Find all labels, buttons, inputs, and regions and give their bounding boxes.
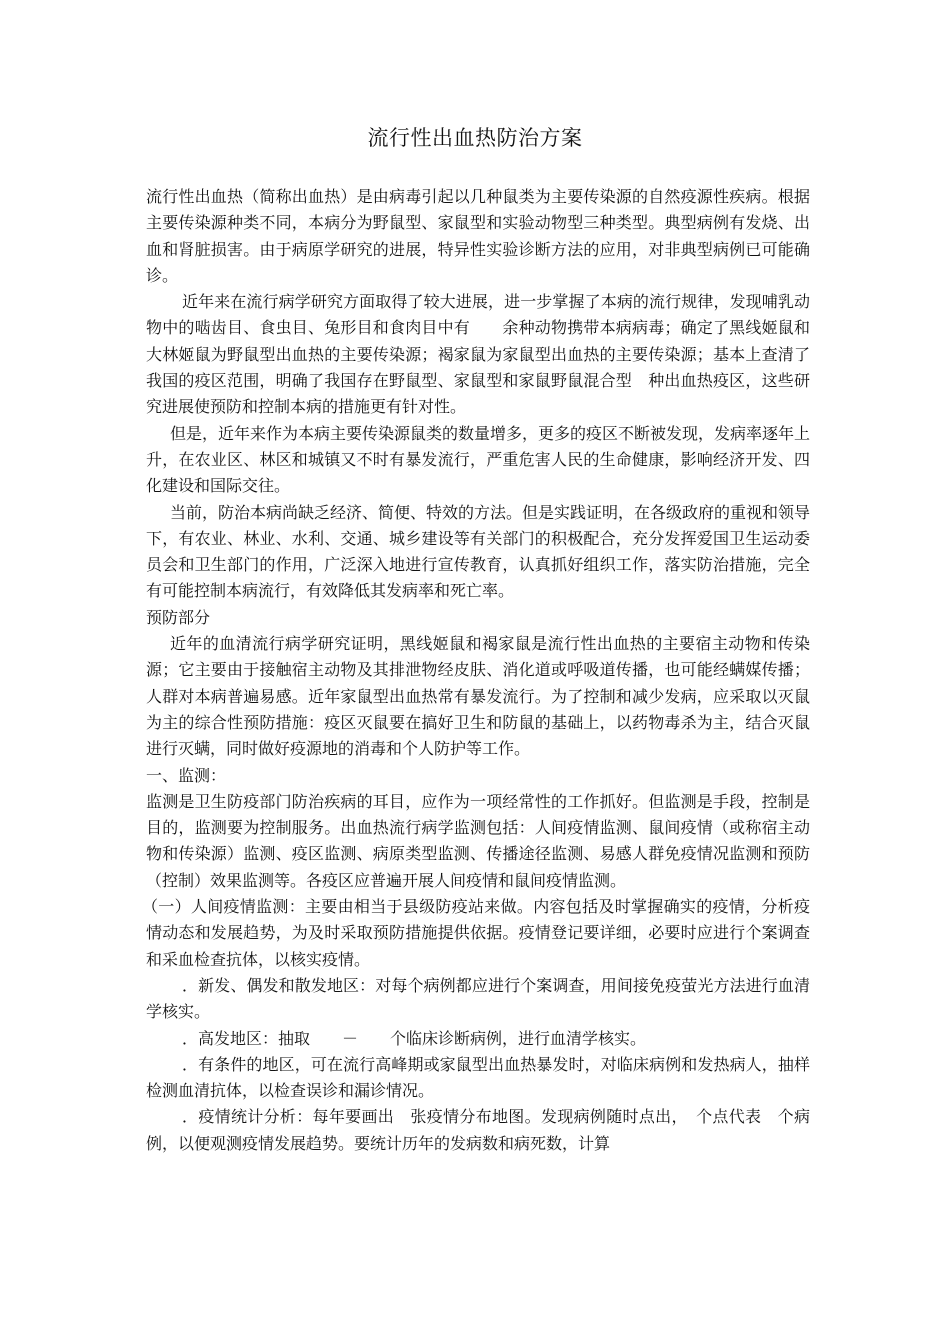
paragraph-rising-incidence: 但是，近年来作为本病主要传染源鼠类的数量增多，更多的疫区不断被发现，发病率逐年上升，在农业区、林区和城镇又不时有暴发流行，严重危害人民的生命健康，影响经济开发、四化建设和国际交往。 bbox=[146, 423, 811, 496]
list-item-statistics: ．疫情统计分析：每年要画出 张疫情分布地图。发现病例随时点出， 个点代表 个病例，以便观测疫情发展趋势。要统计历年的发病数和病死数，计算 bbox=[146, 1107, 810, 1153]
section-heading-monitoring: 一、监测： bbox=[146, 765, 227, 785]
paragraph-current-control: 当前，防治本病尚缺乏经济、简便、特效的方法。但是实践证明，在各级政府的重视和领导下，有农业、林业、水利、交通、城乡建设等有关部门的积极配合，充分发挥爱国卫生运动委员会和卫生部门的作用，广泛深入地进行宣传教育，认真抓好组织工作，落实防治措施，完全有可能控制本病流行，有效降低其发病率和死亡率。 bbox=[146, 502, 811, 601]
document-title: 流行性出血热防治方案 bbox=[367, 126, 583, 150]
section-heading-prevention: 预防部分 bbox=[146, 607, 211, 627]
paragraph-human-epidemic-monitoring: （一）人间疫情监测：主要由相当于县级防疫站来做。内容包括及时掌握确实的疫情，分析疫情动态和发展趋势，为及时采取预防措施提供依据。疫情登记要详细，必要时应进行个案调查和采血检查抗体，以核实疫情。 bbox=[142, 897, 810, 969]
list-item-high-incidence: ．高发地区：抽取 － 个临床诊断病例，进行血清学核实。 bbox=[182, 1028, 647, 1048]
paragraph-prevention: 近年的血清流行病学研究证明，黑线姬鼠和褐家鼠是流行性出血热的主要宿主动物和传染源；它主要由于接触宿主动物及其排泄物经皮肤、消化道或呼吸道传播，也可能经螨媒传播；人群对本病普遍易感。近年家鼠型出血热常有暴发流行。为了控制和减少发病，应采取以灭鼠为主的综合性预防措施：疫区灭鼠要在搞好卫生和防鼠的基础上，以药物毒杀为主，结合灭鼠进行灭螨，同时做好疫源地的消毒和个人防护等工作。 bbox=[146, 634, 810, 759]
paragraph-research-progress: 近年来在流行病学研究方面取得了较大进展，进一步掌握了本病的流行规律，发现哺乳动物中的啮齿目、食虫目、兔形目和食肉目中有 余种动物携带本病病毒；确定了黑线姬鼠和大林姬鼠为野鼠型出血热的主要传染源；褐家鼠为家鼠型出血热的主要传染源；基本上查清了我国的疫区范围，明确了我国存在野鼠型、家鼠型和家鼠野鼠混合型 种出血热疫区，这些研究进展使预防和控制本病的措施更有针对性。 bbox=[146, 292, 810, 417]
list-item-conditional-areas: ．有条件的地区，可在流行高峰期或家鼠型出血热暴发时，对临床病例和发热病人，抽样检测血清抗体，以检查误诊和漏诊情况。 bbox=[146, 1054, 810, 1101]
paragraph-monitoring: 监测是卫生防疫部门防治疾病的耳目，应作为一项经常性的工作抓好。但监测是手段，控制是目的，监测要为控制服务。出血热流行病学监测包括：人间疫情监测、鼠间疫情（或称宿主动物和传染源）监测、疫区监测、病原类型监测、传播途径监测、易感人群免疫情况监测和预防（控制）效果监测等。各疫区应普遍开展人间疫情和鼠间疫情监测。 bbox=[146, 791, 810, 890]
paragraph-intro: 流行性出血热（简称出血热）是由病毒引起以几种鼠类为主要传染源的自然疫源性疾病。根据主要传染源种类不同，本病分为野鼠型、家鼠型和实验动物型三种类型。典型病例有发烧、出血和肾脏损害。由于病原学研究的进展，特异性实验诊断方法的应用，对非典型病例已可能确诊。 bbox=[146, 187, 810, 285]
list-item-new-areas: ．新发、偶发和散发地区：对每个病例都应进行个案调查，用间接免疫萤光方法进行血清学核实。 bbox=[146, 975, 810, 1022]
document-body bbox=[142, 184, 811, 1157]
